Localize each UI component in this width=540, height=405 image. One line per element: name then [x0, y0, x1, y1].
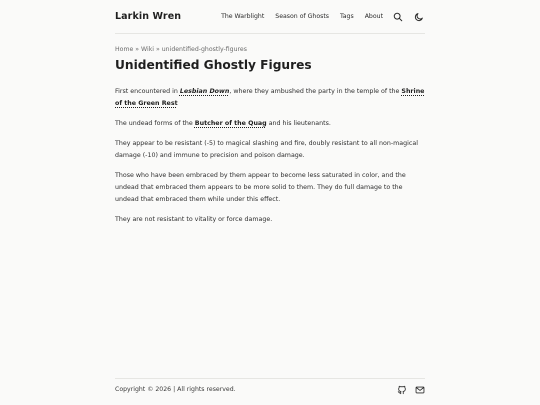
mail-icon[interactable]	[414, 384, 425, 395]
github-icon[interactable]	[396, 384, 407, 395]
nav-item-tags[interactable]: Tags	[340, 13, 354, 20]
nav-item-season-of-ghosts[interactable]: Season of Ghosts	[275, 13, 329, 20]
text: and his lieutenants.	[266, 120, 331, 128]
link-shrine-of-the-green-rest[interactable]: Shrine of the Green Rest	[115, 88, 425, 108]
moon-icon[interactable]	[413, 11, 425, 23]
breadcrumb	[115, 46, 425, 53]
paragraph-undead-forms	[115, 118, 425, 130]
copyright-text: Copyright © 2026 | All rights reserved.	[115, 386, 236, 393]
paragraph-vulnerabilities: They are not resistant to vitality or force damage.	[115, 216, 273, 224]
breadcrumb-wiki[interactable]: Wiki	[141, 46, 155, 53]
site-footer	[115, 378, 425, 400]
link-butcher-of-the-quag[interactable]: Butcher of the Quag	[194, 120, 267, 128]
breadcrumb-separator: »	[133, 46, 142, 53]
footer-icons	[389, 384, 425, 395]
paragraph-embrace-effect: Those who have been embraced by them appear to become less saturated in color, and the undead that embraced them appears to be more solid to them. They do full damage to the undead that embraced them while under this effect.	[115, 172, 406, 204]
site-title[interactable]: Larkin Wren	[115, 11, 182, 22]
search-icon[interactable]	[392, 11, 404, 23]
paragraph-first-encounter	[115, 86, 425, 110]
breadcrumb-home[interactable]: Home	[115, 46, 134, 53]
text: The undead forms of the	[115, 120, 195, 128]
site-header	[115, 0, 425, 34]
breadcrumb-separator: »	[154, 46, 162, 53]
nav-item-about[interactable]: About	[364, 13, 383, 20]
page-title: Unidentified Ghostly Figures	[115, 58, 312, 72]
article-body	[115, 86, 425, 226]
text: , where they ambushed the party in the temple of the	[229, 88, 402, 96]
main-content	[115, 46, 425, 234]
main-nav	[210, 11, 425, 23]
nav-item-the-warblight[interactable]: The Warblight	[221, 13, 265, 20]
text: First encountered in	[115, 88, 180, 96]
link-lesbian-down[interactable]: Lesbian Down	[179, 88, 230, 96]
paragraph-resistances: They appear to be resistant (-5) to magical slashing and fire, doubly resistant to all non-magical damage (-10) and immune to precision and poison damage.	[115, 140, 418, 160]
breadcrumb-current: unidentified-ghostly-figures	[161, 46, 247, 53]
